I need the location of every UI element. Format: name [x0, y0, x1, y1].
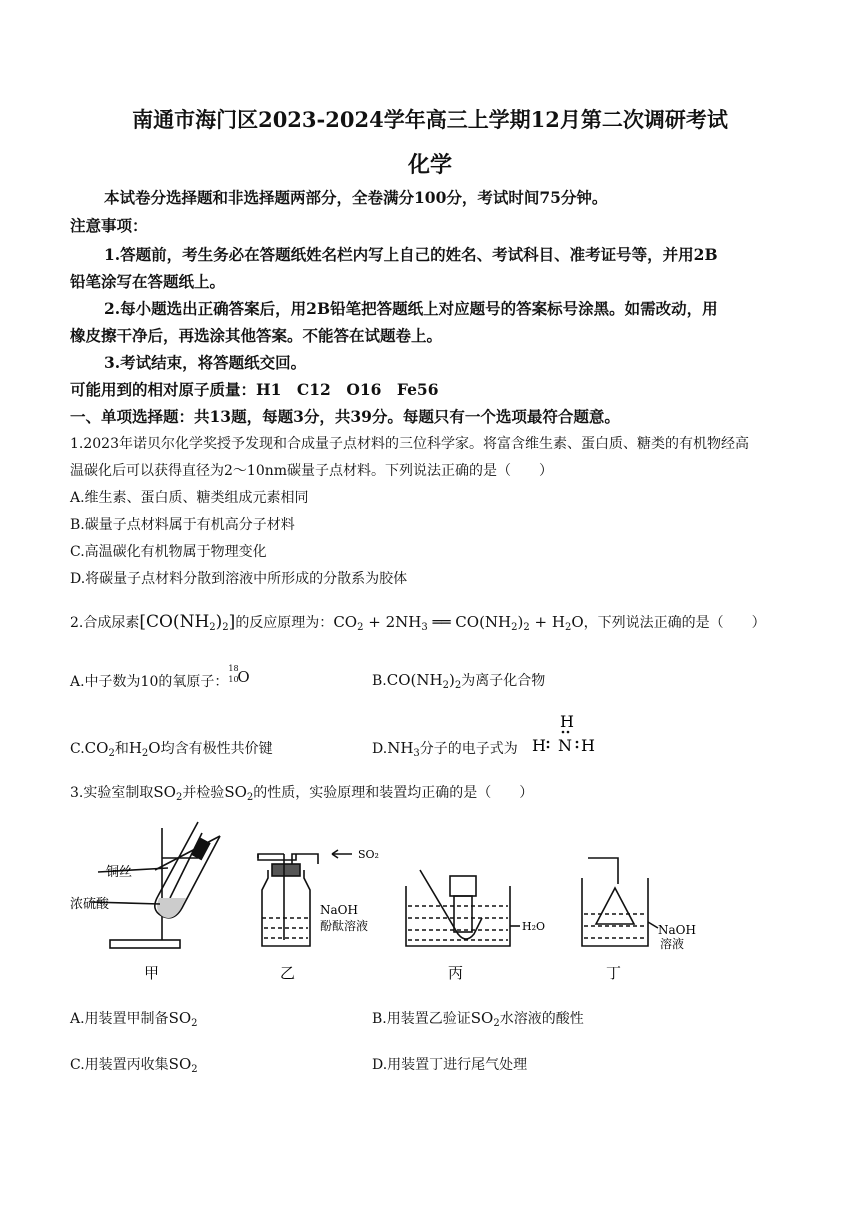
q2-urea-formula: $[CO(NH_2)_2]$: [139, 612, 236, 633]
q2-option-d: $D.NH_3$分子的电子式为: [372, 739, 518, 759]
label-copper-wire: 铜丝: [106, 865, 133, 880]
note-2-cont: 橡皮擦干净后，再选涂其他答案。不能答在试题卷上。: [70, 326, 443, 345]
q3-mid: 并检验: [182, 785, 225, 801]
apparatus-figure: [70, 818, 710, 988]
label-bing: 丙: [448, 964, 464, 982]
q3-option-d-text: D.用装置丁进行尾气处理: [372, 1057, 528, 1073]
label-naoh-sol-1: NaOH: [658, 923, 696, 937]
q2-option-c: $C.CO_2$和$H_2O$均含有极性共价键: [70, 739, 273, 759]
label-yi: 乙: [280, 964, 296, 982]
q2-suffix: ，下列说法正确的是（ ）: [583, 615, 766, 631]
subject-title: 化学: [407, 152, 452, 178]
oxygen-isotope: 18 10 O: [228, 664, 250, 686]
q3-option-c: C.用装置丙收集$SO_2$: [70, 1055, 198, 1075]
q1-option-d: D.将碳量子点材料分散到溶液中所形成的分散系为胶体: [70, 571, 408, 587]
q2-option-c-mid: 和: [114, 741, 129, 757]
q1-option-b: B.碳量子点材料属于有机高分子材料: [70, 517, 295, 533]
q2-mid: 的反应原理为：: [235, 615, 334, 631]
q3-stem: 3.实验室制取$SO_2$并检验$SO_2$的性质，实验原理和装置均正确的是（ ）: [70, 783, 534, 803]
urea-formula-b: $CO(NH_2)_2$: [386, 671, 462, 691]
intro-text: 本试卷分选择题和非选择题两部分，全卷满分100分，考试时间75分钟。: [104, 188, 608, 207]
q2-equation: $CO_2 + 2NH_3$ ══ $CO(NH_2)_2 + H_2O$: [333, 613, 584, 633]
label-jia: 甲: [144, 964, 160, 982]
q1-option-c: C.高温碳化有机物属于物理变化: [70, 544, 267, 560]
q3-option-b-pre: B.用装置乙验证: [372, 1011, 471, 1027]
note-2: 2.每小题选出正确答案后，用2B铅笔把答题纸上对应题号的答案标号涂黑。如需改动，用: [104, 299, 718, 318]
q2-option-b: [372, 670, 545, 691]
q1-option-a: A.维生素、蛋白质、糖类组成元素相同: [70, 490, 309, 506]
q3-option-b: B.用装置乙验证$SO_2$水溶液的酸性: [372, 1009, 584, 1029]
q3-option-c-text: C.用装置丙收集: [70, 1057, 169, 1073]
label-so2-arrow: SO₂: [358, 848, 379, 861]
note-1-cont: 铅笔涂写在答题纸上。: [70, 272, 226, 291]
q3-option-b-post: 水溶液的酸性: [499, 1011, 584, 1027]
q2-option-c-pre: C.: [70, 741, 85, 757]
q3-option-a: A.用装置甲制备$SO_2$: [70, 1009, 198, 1029]
q2-stem: [70, 612, 766, 633]
q3-suffix: 的性质，实验原理和装置均正确的是（ ）: [253, 785, 534, 801]
svg-text:N: N: [558, 736, 572, 755]
svg-text:H: H: [581, 736, 595, 755]
nh3-electron-dot-formula: [528, 708, 598, 758]
q3-option-d: [372, 1054, 527, 1074]
note-1: 1.答题前，考生务必在答题纸姓名栏内写上自己的姓名、考试科目、准考证号等，并用2B: [104, 245, 718, 264]
section-heading: 一、单项选择题：共13题，每题3分，共39分。每题只有一个选项最符合题意。: [70, 407, 620, 426]
q1-stem-line2: 温碳化后可以获得直径为2～10nm碳量子点材料。下列说法正确的是（ ）: [70, 463, 554, 479]
q2-option-c-post: 均含有极性共价键: [160, 741, 273, 757]
q2-option-d-post: 分子的电子式为: [419, 741, 518, 757]
label-naoh-sol-2: 溶液: [660, 937, 685, 951]
label-naoh-phenol-1: NaOH: [320, 903, 358, 917]
label-conc-acid: 浓硫酸: [70, 897, 110, 912]
label-h2o: H₂O: [522, 920, 546, 933]
note-3: 3.考试结束，将答题纸交回。: [104, 353, 307, 372]
label-naoh-phenol-2: 酚酞溶液: [320, 919, 369, 933]
q2-option-a: [70, 664, 250, 691]
q3-prefix: 3.实验室制取: [70, 785, 154, 801]
svg-text:H: H: [560, 712, 574, 731]
notes-heading: 注意事项：: [70, 216, 148, 235]
exam-title: 南通市海门区2023-2024学年高三上学期12月第二次调研考试: [132, 107, 728, 132]
q2-option-d-pre: D.: [372, 741, 388, 757]
q2-prefix: 2.合成尿素: [70, 615, 140, 631]
q1-stem-line1: 1.2023年诺贝尔化学奖授予发现和合成量子点材料的三位科学家。将富含维生素、蛋白质、糖类的有机物经高: [70, 436, 749, 452]
apparatus-bing: [406, 870, 520, 946]
atomic-masses: 可能用到的相对原子质量：H1 C12 O16 Fe56: [70, 380, 439, 399]
label-ding: 丁: [606, 964, 622, 982]
q2-option-b-pre: B.: [372, 673, 387, 689]
apparatus-jia: [90, 822, 220, 948]
apparatus-ding: [582, 858, 658, 946]
q2-option-b-post: 为离子化合物: [461, 673, 546, 689]
q2-option-a-text: A.中子数为10的氧原子：: [70, 674, 229, 690]
svg-text:H: H: [532, 736, 546, 755]
q3-option-a-text: A.用装置甲制备: [70, 1011, 169, 1027]
